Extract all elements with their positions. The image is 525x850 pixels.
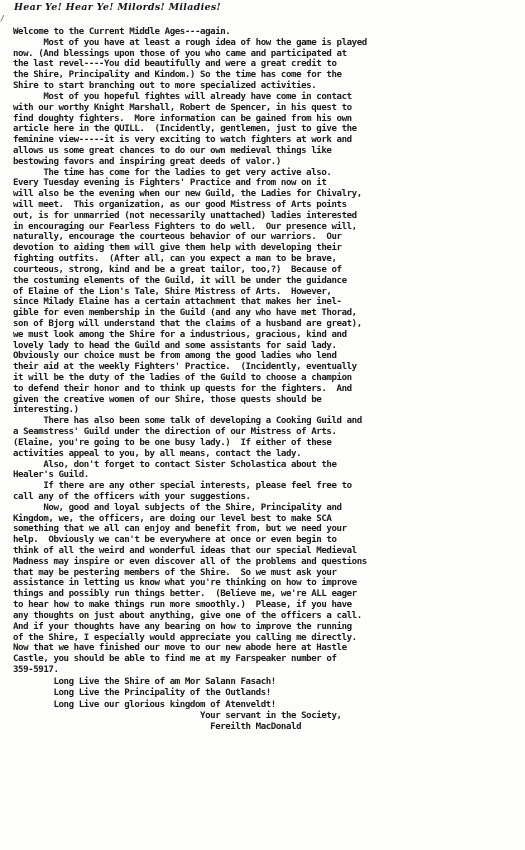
text-line: of the Shire, I especially would appreciate you calling me directly.	[13, 632, 357, 643]
text-line: to defend their honor and to think up quests for the fighters. And	[13, 383, 352, 394]
text-line: Madness may inspire or even discover all of the problems and questions	[13, 556, 367, 567]
text-line: bestowing favors and inspiring great deeds of valor.)	[13, 156, 281, 167]
text-line: call any of the officers with your suggestions.	[13, 491, 251, 502]
closing-salutations	[13, 677, 518, 733]
text-line: in encouraging our Fearless Fighters to do well. Our presence will,	[13, 221, 357, 232]
text-line: Welcome to the Current Middle Ages---again.	[13, 27, 231, 37]
article-body	[13, 27, 518, 676]
text-line: the costuming elements of the Guild, it will be under the guidance	[13, 275, 347, 286]
text-line: it will be the duty of the ladies of the Guild to choose a champion	[13, 373, 352, 383]
text-line: assistance in letting us know what you're thinking on how to improve	[13, 578, 357, 589]
text-line: a Seamstress' Guild under the direction of our Mistress of Arts.	[13, 427, 337, 438]
text-line: naturally, encourage the courteous behavior of our warriors. Our	[13, 232, 342, 243]
text-line: Obviously our choice must be from among the good ladies who lend	[13, 351, 337, 362]
text-line: devotion to aiding them will give them help with developing their	[13, 243, 342, 254]
text-line: gible for even membership in the Guild (and any who have met Thorad,	[13, 308, 357, 319]
text-line: out, is for unmarried (not necessarily unattached) ladies interested	[13, 210, 357, 221]
signature-line: Fereilth MacDonald	[13, 721, 302, 732]
salutation-line: Long Live our glorious kingdom of Atenveldt!	[13, 699, 276, 710]
signature-line: Your servant in the Society,	[13, 710, 342, 721]
text-line: the Shire, Principality and Kindom.) So the time has come for the	[13, 70, 342, 81]
text-line: fighting outfits. (After all, can you expect a man to be brave,	[13, 254, 337, 265]
text-line: to hear how to make things run more smoothly.) Please, if you have	[13, 600, 352, 611]
text-line: article here in the QUILL. (Incidently, gentlemen, just to give the	[13, 124, 357, 135]
text-line: their aid at the weekly Fighters' Practice. (Incidently, eventually	[13, 362, 357, 373]
salutation-line: Long Live the Principality of the Outlands!	[13, 688, 271, 699]
text-line: And if your thoughts have any bearing on how to improve the running	[13, 621, 352, 632]
text-line: Also, don't forget to contact Sister Scholastica about the	[13, 459, 337, 470]
text-line: (Elaine, you're going to be one busy lady.) If either of these	[13, 437, 332, 448]
text-line: Every Tuesday evening is Fighters' Practice and from now on it	[13, 178, 327, 189]
text-line: The time has come for the ladies to get very active also.	[13, 167, 332, 178]
text-line: lovely lady to head the Guild and some assistants for said lady.	[13, 340, 337, 351]
text-line: the last revel----You did beautifully and were a great credit to	[13, 59, 337, 70]
text-line: courteous, strong, kind and be a great tailor, too,?) Because of	[13, 264, 342, 275]
text-line: Now that we have finished our move to our new abode here at Hastle	[13, 643, 347, 654]
text-line: There has also been some talk of developing a Cooking Guild and	[13, 416, 362, 427]
text-line: Most of you hopeful fightes will already have come in contact	[13, 91, 352, 102]
text-line: find doughty fighters. More information can be gained from his own	[13, 113, 352, 124]
text-line: with our worthy Knight Marshall, Robert de Spencer, in his quest to	[13, 102, 352, 113]
text-line: Most of you have at least a rough idea of how the game is played	[13, 37, 367, 48]
text-line: Kingdom, we, the officers, are doing our level best to make SCA	[13, 513, 332, 524]
text-line: Healer's Guild.	[13, 470, 89, 481]
text-line: activities appeal to you, by all means, contact the lady.	[13, 448, 302, 459]
text-line: since Milady Elaine has a certain attachment that makes her inel-	[13, 297, 342, 308]
text-line: If there are any other special interests, please feel free to	[13, 481, 352, 492]
text-line: feminine view-----it is very exciting to watch fighters at work and	[13, 135, 352, 146]
text-line: Now, good and loyal subjects of the Shire, Principality and	[13, 502, 342, 513]
text-line: that may be pestering members of the Shire. So we must ask your	[13, 567, 337, 578]
text-line: now. (And blessings upon those of you who came and participated at	[13, 48, 347, 59]
text-line: allows us some great chances to do our own medieval things like	[13, 145, 332, 156]
stray-mark: /	[0, 14, 5, 23]
text-line: given the creative women of our Shire, those quests should be	[13, 394, 322, 405]
text-line: will also be the evening when our new Guild, the Ladies for Chivalry,	[13, 189, 362, 200]
text-line: any thoughts on just about anything, give one of the officers a call.	[13, 610, 362, 621]
text-line: of Elaine of the Lion's Tale, Shire Mistress of Arts. However,	[13, 286, 332, 297]
text-line: 359-5917.	[13, 664, 59, 675]
text-line: we must look among the Shire for a industrious, gracious, kind and	[13, 329, 347, 340]
text-line: will meet. This organization, as our good Mistress of Arts points	[13, 200, 347, 210]
text-line: son of Bjorg will understand that the claims of a husband are great),	[13, 318, 362, 329]
text-line: think of all the weird and wonderful ideas that our special Medieval	[13, 546, 357, 556]
text-line: Shire to start branching out to more specialized activities.	[13, 81, 317, 92]
text-line: interesting.)	[13, 405, 79, 416]
text-line: Castle, you should be able to find me at my Farspeaker number of	[13, 654, 337, 665]
salutation-line: Long Live the Shire of am Mor Salann Fasach!	[13, 677, 276, 688]
text-line: things and possibly run things better. (Believe me, we're ALL eager	[13, 589, 357, 600]
text-line: something that we all can enjoy and benefit from, but we need your	[13, 524, 347, 535]
text-line: help. Obviously we can't be everywhere at once or even begin to	[13, 535, 337, 546]
page-heading: Hear Ye! Hear Ye! Milords! Miladies!	[14, 2, 221, 13]
